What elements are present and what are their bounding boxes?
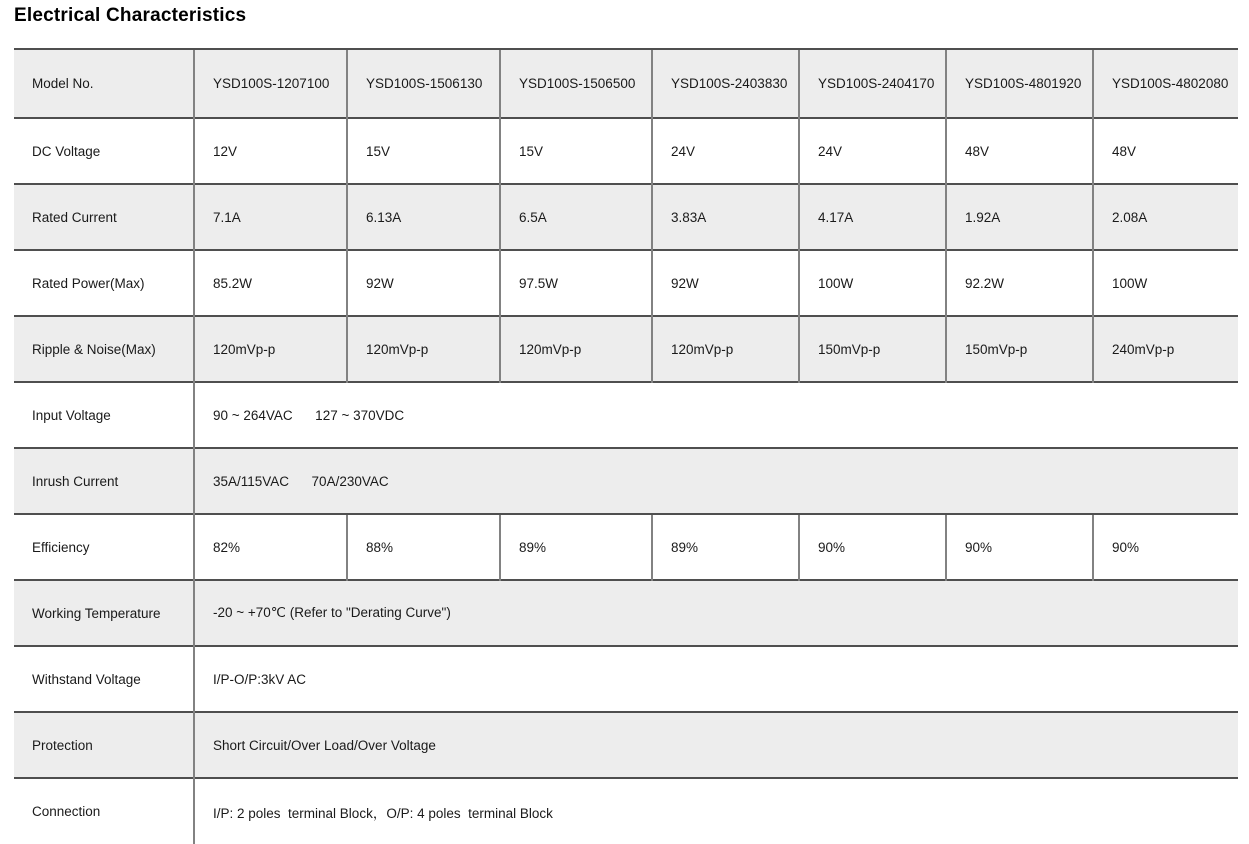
table-row [14,514,1238,580]
cell: 150mVp-p [799,316,946,382]
cell: YSD100S-2404170 [799,49,946,118]
cell: 120mVp-p [194,316,347,382]
row-label: Input Voltage [14,382,194,448]
table-row [14,646,1238,712]
cell: 150mVp-p [946,316,1093,382]
table-row [14,316,1238,382]
cell-spanned: I/P: 2 poles terminal Block，O/P: 4 poles terminal Block [194,778,1238,844]
row-label: Rated Current [14,184,194,250]
cell: 100W [799,250,946,316]
cell: 4.17A [799,184,946,250]
row-label: Protection [14,712,194,778]
page-title: Electrical Characteristics [14,5,247,26]
cell: 1.92A [946,184,1093,250]
cell: YSD100S-4802080 [1093,49,1238,118]
cell: 15V [500,118,652,184]
row-label: DC Voltage [14,118,194,184]
cell: YSD100S-1207100 [194,49,347,118]
cell: 3.83A [652,184,799,250]
cell: 12V [194,118,347,184]
cell: 120mVp-p [652,316,799,382]
row-label: Withstand Voltage [14,646,194,712]
cell: 24V [652,118,799,184]
cell: 92W [652,250,799,316]
cell: 88% [347,514,500,580]
table-row [14,118,1238,184]
row-label: Ripple & Noise(Max) [14,316,194,382]
cell: 90% [799,514,946,580]
cell: YSD100S-2403830 [652,49,799,118]
cell: 2.08A [1093,184,1238,250]
row-label: Model No. [14,49,194,118]
table-row [14,49,1238,118]
cell: 90% [1093,514,1238,580]
cell-spanned: 90 ~ 264VAC 127 ~ 370VDC [194,382,1238,448]
cell: 92.2W [946,250,1093,316]
row-label: Working Temperature [14,580,194,646]
cell: YSD100S-4801920 [946,49,1093,118]
table-row [14,448,1238,514]
cell: YSD100S-1506500 [500,49,652,118]
cell: 15V [347,118,500,184]
table-row [14,382,1238,448]
cell-spanned: I/P-O/P:3kV AC [194,646,1238,712]
cell: 6.5A [500,184,652,250]
cell-spanned: Short Circuit/Over Load/Over Voltage [194,712,1238,778]
cell: 90% [946,514,1093,580]
cell: 6.13A [347,184,500,250]
cell: 85.2W [194,250,347,316]
table-row [14,580,1238,646]
cell: 92W [347,250,500,316]
cell: 48V [1093,118,1238,184]
cell: 240mVp-p [1093,316,1238,382]
electrical-characteristics-table [14,48,1238,844]
cell: 24V [799,118,946,184]
cell: 82% [194,514,347,580]
cell: YSD100S-1506130 [347,49,500,118]
row-label: Efficiency [14,514,194,580]
table-row [14,712,1238,778]
cell: 7.1A [194,184,347,250]
cell: 97.5W [500,250,652,316]
cell: 89% [500,514,652,580]
cell-spanned: -20 ~ +70℃ (Refer to "Derating Curve") [194,580,1238,646]
cell: 120mVp-p [500,316,652,382]
cell: 120mVp-p [347,316,500,382]
row-label: Inrush Current [14,448,194,514]
row-label: Connection [14,778,194,844]
cell: 100W [1093,250,1238,316]
table-row [14,778,1238,844]
table-row [14,184,1238,250]
row-label: Rated Power(Max) [14,250,194,316]
cell: 89% [652,514,799,580]
cell-spanned: 35A/115VAC 70A/230VAC [194,448,1238,514]
cell: 48V [946,118,1093,184]
table-row [14,250,1238,316]
